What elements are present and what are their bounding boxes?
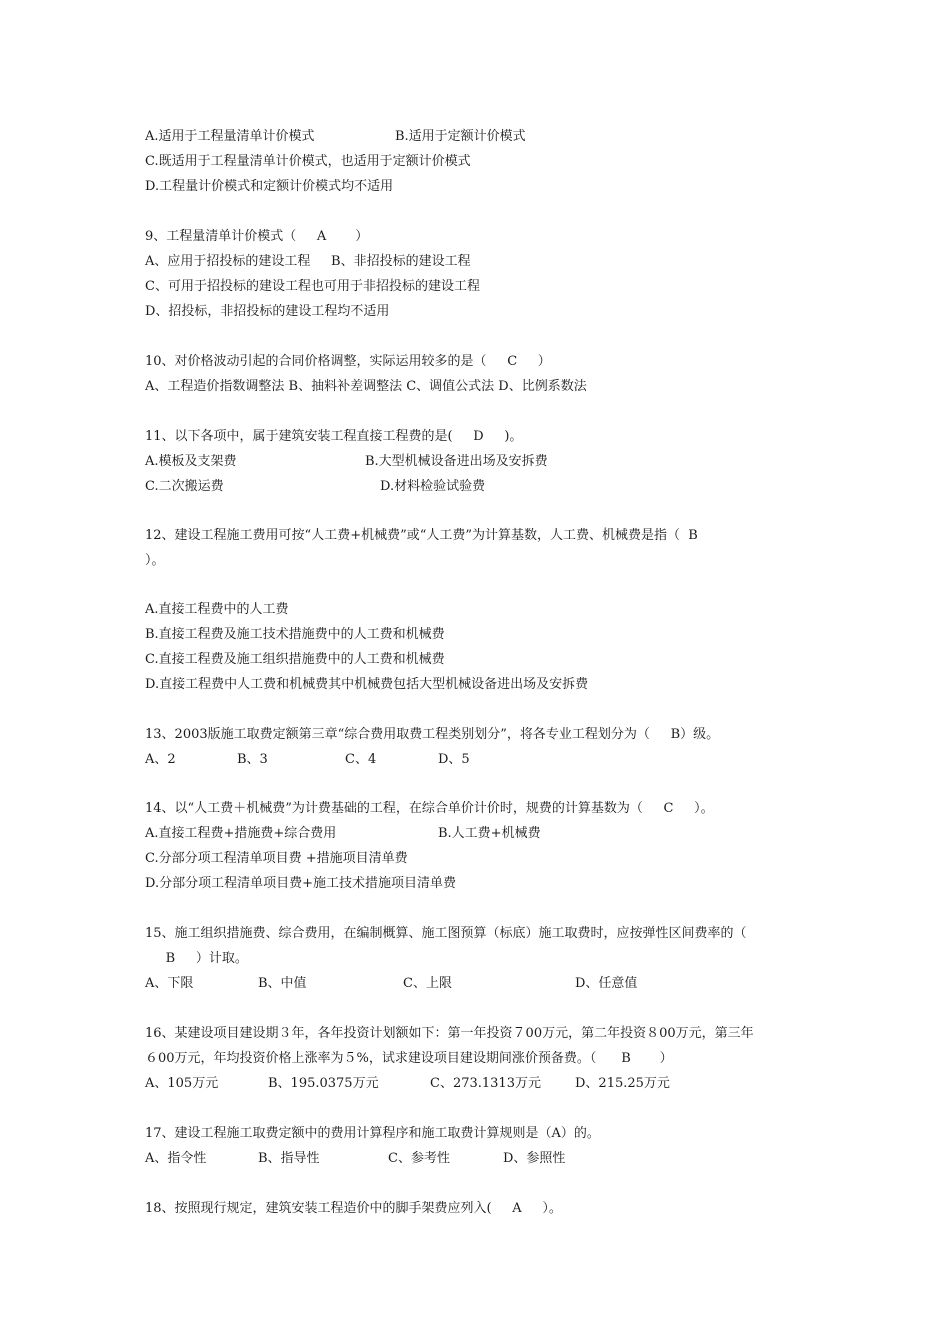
q16-option-b: B、195.0375万元 bbox=[268, 1076, 379, 1091]
q15-option-d: D、任意值 bbox=[575, 976, 638, 991]
q15-stem-line1: 15、施工组织措施费、综合费用，在编制概算、施工图预算（标底）施工取费时，应按弹性区间费率的（ bbox=[145, 926, 747, 941]
q10-stem: 10、对价格波动引起的合同价格调整，实际运用较多的是（ C ） bbox=[145, 354, 551, 369]
q9-stem: 9、工程量清单计价模式（ A ） bbox=[145, 229, 369, 244]
q8-option-b: B.适用于定额计价模式 bbox=[395, 129, 526, 144]
q9-option-c: C、可用于招投标的建设工程也可用于非招投标的建设工程 bbox=[145, 279, 480, 294]
q15-option-c: C、上限 bbox=[403, 976, 452, 991]
q15-option-a: A、下限 bbox=[145, 976, 194, 991]
q13-option-c: C、4 bbox=[345, 752, 377, 767]
q16-option-c: C、273.1313万元 bbox=[430, 1076, 541, 1091]
q9-option-d: D、招投标，非招投标的建设工程均不适用 bbox=[145, 304, 390, 319]
q13-option-d: D、5 bbox=[438, 752, 470, 767]
q11-option-b: B.大型机械设备进出场及安拆费 bbox=[365, 454, 548, 469]
q14-option-a: A.直接工程费+措施费+综合费用 bbox=[145, 826, 337, 841]
q8-option-c: C.既适用于工程量清单计价模式，也适用于定额计价模式 bbox=[145, 154, 471, 169]
q12-stem-line2: ）。 bbox=[145, 553, 165, 568]
q17-option-d: D、参照性 bbox=[503, 1151, 566, 1166]
q17-stem: 17、建设工程施工取费定额中的费用计算程序和施工取费计算规则是（A）的。 bbox=[145, 1126, 600, 1141]
q12-option-c: C.直接工程费及施工组织措施费中的人工费和机械费 bbox=[145, 652, 445, 667]
q17-option-b: B、指导性 bbox=[258, 1151, 320, 1166]
q16-stem-line2: ６00万元，年均投资价格上涨率为５%，试求建设项目建设期间涨价预备费。（ B ） bbox=[145, 1051, 673, 1066]
q12-stem-line1: 12、建设工程施工费用可按“人工费+机械费”或“人工费”为计算基数，人工费、机械费是指（ B bbox=[145, 528, 698, 543]
q14-option-d: D.分部分项工程清单项目费+施工技术措施项目清单费 bbox=[145, 876, 456, 891]
q12-option-a: A.直接工程费中的人工费 bbox=[145, 602, 289, 617]
q17-option-c: C、参考性 bbox=[388, 1151, 450, 1166]
q11-stem: 11、以下各项中，属于建筑安装工程直接工程费的是( D )。 bbox=[145, 429, 523, 444]
q12-option-b: B.直接工程费及施工技术措施费中的人工费和机械费 bbox=[145, 627, 445, 642]
q16-option-d: D、215.25万元 bbox=[575, 1076, 670, 1091]
q12-option-d: D.直接工程费中人工费和机械费其中机械费包括大型机械设备进出场及安拆费 bbox=[145, 677, 589, 692]
q8-option-a: A.适用于工程量清单计价模式 bbox=[145, 129, 315, 144]
q11-option-a: A.模板及支架费 bbox=[145, 454, 237, 469]
q16-stem-line1: 16、某建设项目建设期３年，各年投资计划额如下：第一年投资７00万元，第二年投资８00万元，第三年 bbox=[145, 1026, 754, 1041]
q14-option-b: B.人工费+机械费 bbox=[438, 826, 541, 841]
q14-option-c: C.分部分项工程清单项目费 +措施项目清单费 bbox=[145, 851, 408, 866]
q18-stem: 18、按照现行规定，建筑安装工程造价中的脚手架费应列入( A ）。 bbox=[145, 1201, 562, 1216]
q13-option-a: A、2 bbox=[145, 752, 176, 767]
q15-option-b: B、中值 bbox=[258, 976, 307, 991]
q13-stem: 13、2003版施工取费定额第三章“综合费用取费工程类别划分”，将各专业工程划分为（ B）级。 bbox=[145, 727, 720, 742]
q11-option-d: D.材料检验试验费 bbox=[380, 479, 486, 494]
q15-stem-line2: B ）计取。 bbox=[145, 951, 248, 966]
q9-options-ab: A、应用于招投标的建设工程 B、非招投标的建设工程 bbox=[145, 254, 471, 269]
q16-option-a: A、105万元 bbox=[145, 1076, 219, 1091]
q13-option-b: B、3 bbox=[237, 752, 268, 767]
q17-option-a: A、指令性 bbox=[145, 1151, 207, 1166]
q11-option-c: C.二次搬运费 bbox=[145, 479, 224, 494]
q10-options: A、工程造价指数调整法 B、抽料补差调整法 C、调值公式法 D、比例系数法 bbox=[145, 379, 587, 394]
q14-stem: 14、以“人工费＋机械费”为计费基础的工程，在综合单价计价时，规费的计算基数为（ C ）。 bbox=[145, 801, 714, 816]
q8-option-d: D.工程量计价模式和定额计价模式均不适用 bbox=[145, 179, 394, 194]
